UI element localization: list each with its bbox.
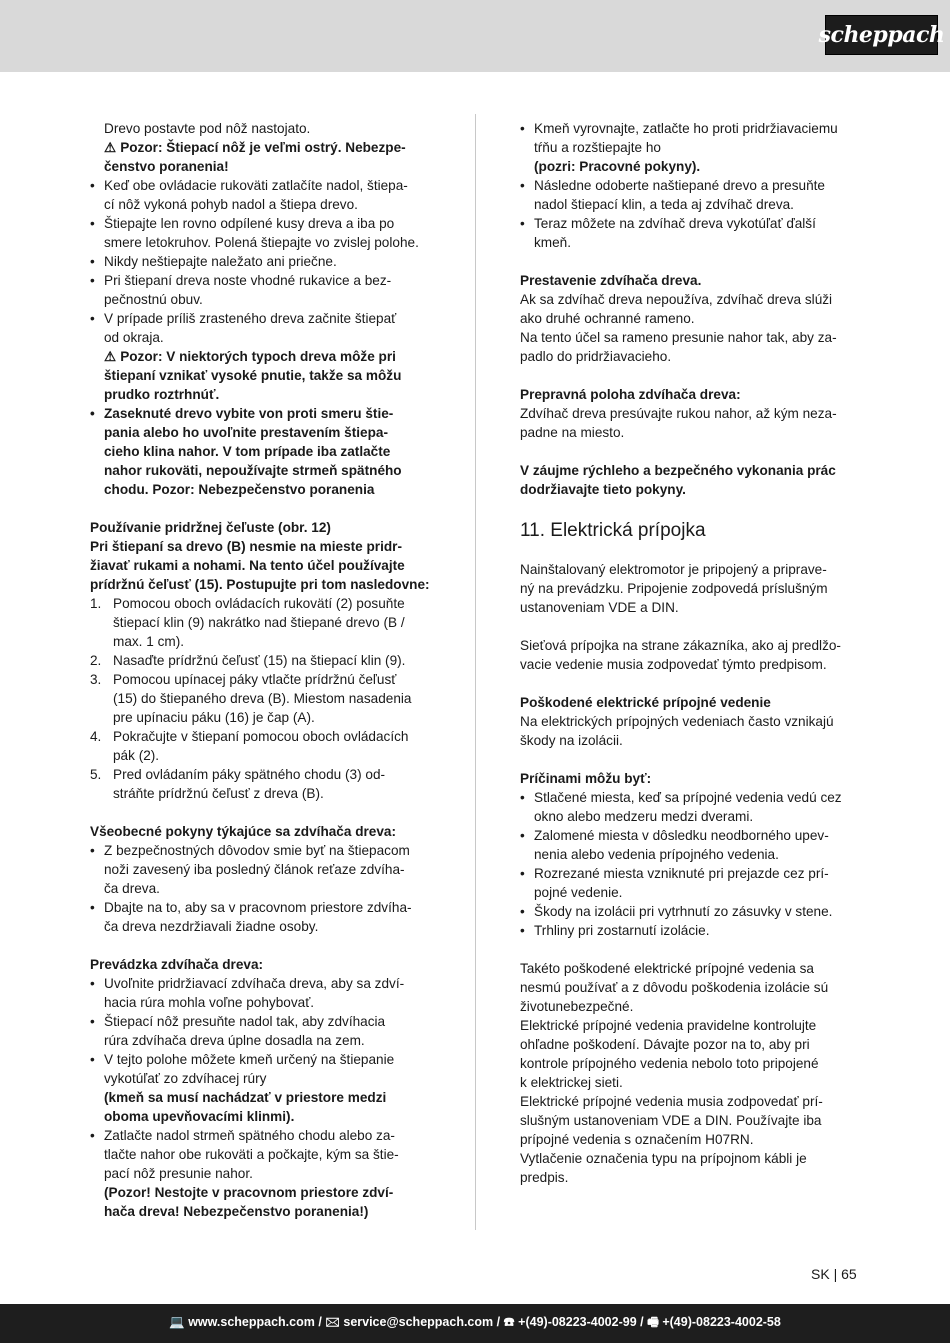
line-text: štiepací klin (9) nakrátko nad štiepané drevo (B / [113,615,405,630]
bullet-item [90,1012,430,1031]
item-number: 3. [90,672,102,687]
line-text: od okraja. [104,330,164,345]
line-text: Uvoľnite pridržiavací zdvíhača dreva, aby sa zdví- [104,976,405,991]
text-line [520,1130,860,1149]
text-line [90,575,430,594]
line-text: pania alebo ho uvoľnite prestavením štiepa- [104,425,388,440]
text-line [520,1149,860,1168]
text-line [520,636,860,655]
text-line [90,195,430,214]
bullet-item [520,176,860,195]
line-text: kontrole prípojného vedenia nebolo toto pripojené [520,1056,819,1071]
text-line [520,845,860,864]
line-text: Pomocou oboch ovládacích rukovätí (2) posuňte [113,596,405,611]
text-line [90,233,430,252]
line-text: prípojné vedenia s označením H07RN. [520,1132,754,1147]
numbered-item [90,670,430,689]
line-text: Z bezpečnostných dôvodov smie byť na štiepacom [104,843,410,858]
line-text: Príčinami môžu byť: [520,771,652,786]
line-text: slušným ustanoveniam VDE a DIN. Používajte iba [520,1113,822,1128]
line-text: Rozrezané miesta vzniknuté pri prejazde cez prí- [534,866,829,881]
text-line [520,560,860,579]
text-line [90,746,430,765]
line-text: Vytlačenie označenia typu na prípojnom kábli je [520,1151,807,1166]
numbered-item [90,651,430,670]
line-text: Škody na izolácii pri vytrhnutí zo zásuvky v stene. [534,904,833,919]
numbered-item [90,594,430,613]
line-text: Pri štiepaní dreva noste vhodné rukavice a bez- [104,273,392,288]
item-number: 1. [90,596,102,611]
text-line [90,537,430,556]
line-text: životunebezpečné. [520,999,634,1014]
line-text: Poškodené elektrické prípojné vedenie [520,695,771,710]
left-text-column [90,119,430,1221]
text-line [90,290,430,309]
bullet-item [520,119,860,138]
line-text: Na tento účel sa rameno presunie nahor tak, aby za- [520,330,837,345]
line-text: ča dreva nezdržiavali žiadne osoby. [104,919,319,934]
line-text: okno alebo medzeru medzi dverami. [534,809,754,824]
text-line [90,556,430,575]
text-line [520,423,860,442]
line-text: Štiepajte len rovno odpílené kusy dreva a iba po [104,216,395,231]
line-text: Nasaďte prídržnú čeľusť (15) na štiepací klin (9). [113,653,406,668]
line-text: Prestavenie zdvíhača dreva. [520,273,702,288]
text-line [90,860,430,879]
line-text: tlačte nahor obe rukoväti a počkajte, kým sa štie- [104,1147,399,1162]
line-text: Všeobecné pokyny týkajúce sa zdvíhača dreva: [90,824,397,839]
line-text: Pred ovládaním páky spätného chodu (3) od- [113,767,386,782]
bullet-item [520,788,860,807]
text-line [520,655,860,674]
bullet-item [90,309,430,328]
text-line [90,385,430,404]
paragraph-gap [520,940,860,959]
line-text: predpis. [520,1170,569,1185]
line-text: k elektrickej sieti. [520,1075,623,1090]
paragraph-gap [90,499,430,518]
text-line [90,613,430,632]
line-text: nadol štiepací klin, a teda aj zdvíhač dreva. [534,197,794,212]
text-line [520,693,860,712]
item-number: 5. [90,767,102,782]
text-line [90,1088,430,1107]
text-line [520,731,860,750]
line-text: (kmeň sa musí nachádzať v priestore medzi [104,1090,387,1105]
line-text: nenia alebo vedenia prípojného vedenia. [534,847,779,862]
text-line [90,1202,430,1221]
text-line [90,1164,430,1183]
line-text: vykotúľať zo zdvíhacej rúry [104,1071,267,1086]
text-line [520,271,860,290]
text-line [520,883,860,902]
text-line [90,955,430,974]
line-text: ako druhé ochranné rameno. [520,311,695,326]
line-text: V tejto polohe môžete kmeň určený na štiepanie [104,1052,395,1067]
text-line [520,233,860,252]
paragraph-gap [90,803,430,822]
line-text: ustanoveniam VDE a DIN. [520,600,679,615]
line-text: Nikdy neštiepajte naležato ani priečne. [104,254,337,269]
text-line [90,1145,430,1164]
text-line [520,1054,860,1073]
line-text: Zalomené miesta v dôsledku neodborného upev- [534,828,829,843]
line-text: prudko roztrhnúť. [104,387,220,402]
paragraph-gap [520,674,860,693]
line-text: padlo do pridržiavacieho. [520,349,672,364]
text-line [520,157,860,176]
line-text: Pozor: Štiepací nôž je veľmi ostrý. Nebezpe- [120,140,406,155]
text-line [520,1168,860,1187]
item-number: 2. [90,653,102,668]
brand-logo [818,15,945,55]
text-line [520,404,860,423]
line-text: hacia rúra mohla voľne pohybovať. [104,995,315,1010]
line-text: rúra zdvíhača dreva úplne dosadla na zem. [104,1033,365,1048]
line-text: Ak sa zdvíhač dreva nepoužíva, zdvíhač dreva slúži [520,292,833,307]
text-line [520,480,860,499]
text-line [520,978,860,997]
text-line [520,347,860,366]
bullet-item [90,898,430,917]
text-line [90,442,430,461]
text-line [90,993,430,1012]
bullet-item [520,214,860,233]
bullet-item [520,826,860,845]
text-line [90,423,430,442]
line-text: Prepravná poloha zdvíhača dreva: [520,387,741,402]
paragraph-gap [520,442,860,461]
line-text: (15) do štiepaného dreva (B). Miestom nasadenia [113,691,412,706]
line-text: Elektrické prípojné vedenia musia zodpovedať prí- [520,1094,823,1109]
text-line [90,461,430,480]
text-line [520,1092,860,1111]
text-line [520,195,860,214]
line-text: Trhliny pri zostarnutí izolácie. [534,923,710,938]
footer-contact-text: 💻 www.scheppach.com / 🖂 service@scheppach.com / ☎ +(49)-08223-4002-99 / 🖷 +(49)-08223-4002-58 [169,1315,781,1329]
numbered-item [90,765,430,784]
bullet-item [90,841,430,860]
line-text: čenstvo poranenia! [104,159,229,174]
text-line [520,959,860,978]
brand-logo-text: scheppach [818,22,945,48]
column-divider [475,114,476,1230]
text-line [90,518,430,537]
line-text: smere letokruhov. Polená štiepajte vo zvislej polohe. [104,235,419,250]
right-text-column [520,119,860,1187]
header-band [0,0,950,72]
line-text: vacie vedenie musia zodpovedať týmto predpisom. [520,657,827,672]
text-line [90,917,430,936]
text-line [520,309,860,328]
text-line [520,1016,860,1035]
line-text: (Pozor! Nestojte v pracovnom priestore zdví- [104,1185,394,1200]
bullet-item [90,271,430,290]
footer-contact-bar [0,1304,950,1343]
text-line [520,290,860,309]
line-text: ohľadne poškodení. Dávajte pozor na to, aby pri [520,1037,810,1052]
line-text: tŕňu a rozštiepajte ho [534,140,661,155]
line-text: pojné vedenie. [534,885,623,900]
line-text: nahor rukoväti, nepoužívajte strmeň spätného [104,463,402,478]
paragraph-gap [520,499,860,518]
line-text: chodu. Pozor: Nebezpečenstvo poranenia [104,482,375,497]
text-line [90,632,430,651]
text-line [90,138,430,157]
section-heading [520,518,860,548]
text-line [90,689,430,708]
text-line [90,1031,430,1050]
bullet-item [90,1050,430,1069]
text-line [90,1107,430,1126]
text-line [90,708,430,727]
line-text: noži zavesený iba posledný článok reťaze zdvíha- [104,862,405,877]
line-text: Drevo postavte pod nôž nastojato. [104,121,311,136]
line-text: Teraz môžete na zdvíhač dreva vykotúľať ďalší [534,216,816,231]
line-text: Takéto poškodené elektrické prípojné vedenia sa [520,961,814,976]
line-text: (pozri: Pracovné pokyny). [534,159,701,174]
paragraph-gap [520,252,860,271]
text-line [520,579,860,598]
text-line [520,807,860,826]
text-line [90,119,430,138]
text-line [90,480,430,499]
line-text: Na elektrických prípojných vedeniach často vznikajú [520,714,834,729]
line-text: max. 1 cm). [113,634,184,649]
paragraph-gap [520,366,860,385]
bullet-item [90,214,430,233]
line-text: Používanie pridržnej čeľuste (obr. 12) [90,520,331,535]
line-text: Dbajte na to, aby sa v pracovnom priestore zdvíha- [104,900,412,915]
line-text: Pri štiepaní sa drevo (B) nesmie na mieste pridr- [90,539,402,554]
text-line [90,1069,430,1088]
line-text: stráňte prídržnú čeľusť z dreva (B). [113,786,324,801]
line-text: Pokračujte v štiepaní pomocou oboch ovládacích [113,729,409,744]
page-number: SK | 65 [811,1266,857,1282]
line-text: Nainštalovaný elektromotor je pripojený a priprave- [520,562,827,577]
text-line [90,366,430,385]
bullet-item [90,974,430,993]
item-number: 4. [90,729,102,744]
line-text: štiepaní vznikať vysoké pnutie, takže sa môžu [104,368,402,383]
bullet-item [520,902,860,921]
line-text: Sieťová prípojka na strane zákazníka, ako aj predlžo- [520,638,841,653]
line-text: Prevádzka zdvíhača dreva: [90,957,264,972]
bullet-item [90,1126,430,1145]
text-line [90,879,430,898]
text-line [90,347,430,366]
line-text: 11. Elektrická prípojka [520,520,706,541]
line-text: dodržiavajte tieto pokyny. [520,482,686,497]
line-text: nesmú používať a z dôvodu poškodenia izolácie sú [520,980,829,995]
text-line [520,385,860,404]
text-line [520,712,860,731]
line-text: kmeň. [534,235,572,250]
line-text: žiavať rukami a nohami. Na tento účel používajte [90,558,405,573]
text-line [90,822,430,841]
text-line [520,997,860,1016]
line-text: ča dreva. [104,881,160,896]
line-text: ný na prevádzku. Pripojenie zodpovedá príslušným [520,581,828,596]
line-text: oboma upevňovacími klinmi). [104,1109,295,1124]
line-text: škody na izolácii. [520,733,623,748]
paragraph-gap [520,617,860,636]
line-text: cieho klina nahor. V tom prípade iba zatlačte [104,444,391,459]
line-text: Zaseknuté drevo vybite von proti smeru štie- [104,406,394,421]
warning-triangle-icon: ⚠ [104,349,117,364]
text-line [520,1111,860,1130]
line-text: pre upínaciu páku (16) je čap (A). [113,710,315,725]
line-text: Elektrické prípojné vedenia pravidelne kontrolujte [520,1018,817,1033]
text-line [90,157,430,176]
numbered-item [90,727,430,746]
text-line [520,461,860,480]
text-line [520,598,860,617]
line-text: V prípade príliš zrasteného dreva začnite štiepať [104,311,397,326]
line-text: pací nôž presunie nahor. [104,1166,253,1181]
text-line [520,328,860,347]
paragraph-gap [520,750,860,769]
line-text: Pozor: V niektorých typoch dreva môže pri [120,349,396,364]
bullet-item [520,864,860,883]
line-text: padne na miesto. [520,425,625,440]
bullet-item [90,176,430,195]
text-line [520,1073,860,1092]
line-text: Zatlačte nadol strmeň spätného chodu alebo za- [104,1128,395,1143]
line-text: Zdvíhač dreva presúvajte rukou nahor, až kým neza- [520,406,837,421]
paragraph-gap [90,936,430,955]
text-line [90,328,430,347]
line-text: cí nôž vykoná pohyb nadol a štiepa drevo. [104,197,358,212]
line-text: V záujme rýchleho a bezpečného vykonania prác [520,463,836,478]
line-text: Následne odoberte naštiepané drevo a presuňte [534,178,825,193]
bullet-item [90,404,430,423]
line-text: Stlačené miesta, keď sa prípojné vedenia vedú cez [534,790,842,805]
text-line [520,769,860,788]
line-text: prídržnú čeľusť (15). Postupujte pri tom nasledovne: [90,577,430,592]
line-text: Pomocou upínacej páky vtlačte prídržnú čeľusť [113,672,397,687]
bullet-item [90,252,430,271]
line-text: Keď obe ovládacie rukoväti zatlačíte nadol, štiepa- [104,178,408,193]
text-line [520,138,860,157]
line-text: hača dreva! Nebezpečenstvo poranenia!) [104,1204,369,1219]
line-text: pák (2). [113,748,160,763]
text-line [90,784,430,803]
bullet-item [520,921,860,940]
line-text: Kmeň vyrovnajte, zatlačte ho proti pridržiavaciemu [534,121,838,136]
text-line [90,1183,430,1202]
text-line [520,1035,860,1054]
warning-triangle-icon: ⚠ [104,140,117,155]
line-text: pečnostnú obuv. [104,292,203,307]
line-text: Štiepací nôž presuňte nadol tak, aby zdvíhacia [104,1014,386,1029]
